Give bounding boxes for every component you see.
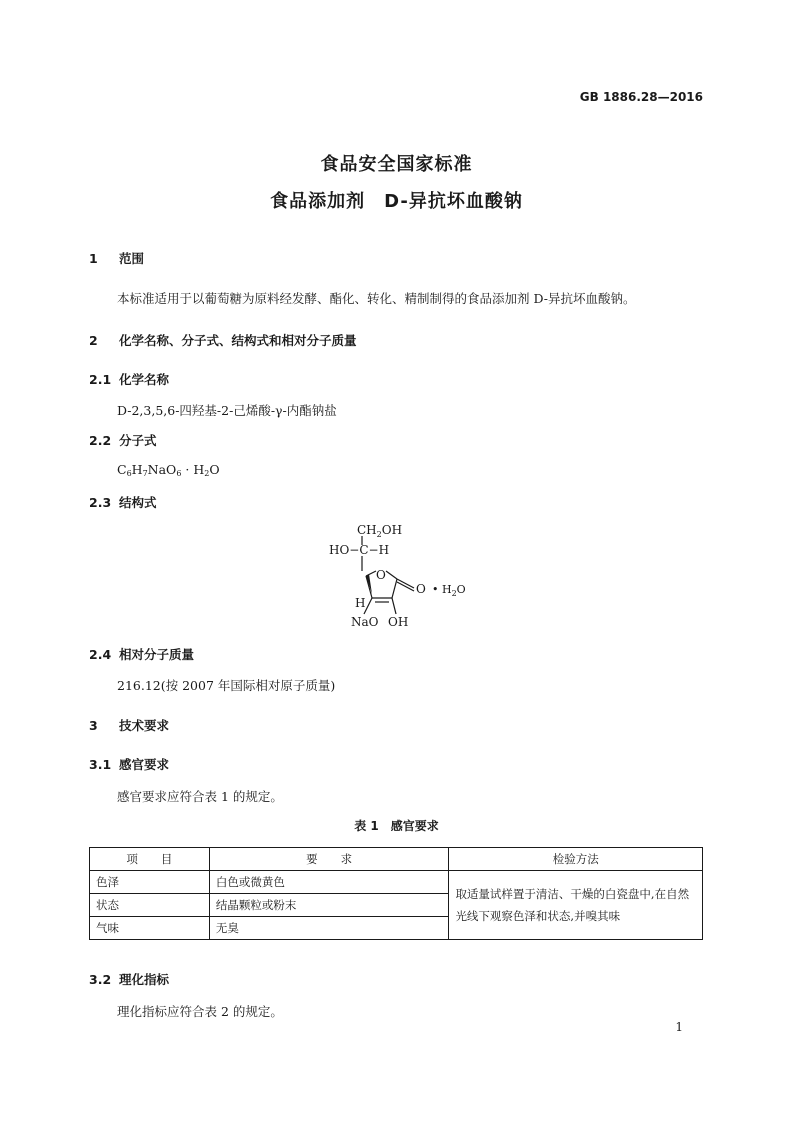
section-title: 技术要求 — [119, 718, 170, 733]
molecular-formula: $C_6H_7NaO_6 \cdot H_2O$ — [117, 462, 220, 478]
section-3-heading — [89, 716, 169, 734]
oh-label: OH — [388, 615, 409, 629]
title-line-1: 食品安全国家标准 — [320, 154, 473, 175]
table-cell-requirement: 无臭 — [209, 917, 449, 940]
section-title: 化学名称、分子式、结构式和相对分子质量 — [119, 333, 357, 348]
table-cell-requirement: 结晶颗粒或粉末 — [209, 894, 449, 917]
table-1 — [89, 847, 703, 940]
carbonyl-oxygen-label: O — [416, 582, 426, 596]
section-number: 2.2 — [89, 433, 112, 448]
title-line-2: 食品添加剂 D-异抗坏血酸钠 — [270, 191, 523, 212]
section-title: 相对分子质量 — [119, 647, 195, 662]
table-1-caption: 表 1 感官要求 — [354, 819, 439, 833]
page-number: 1 — [675, 1020, 683, 1034]
table-cell-item: 状态 — [90, 894, 210, 917]
section-number: 2.1 — [89, 372, 112, 387]
table-header-row — [90, 848, 703, 871]
section-number: 3.2 — [89, 972, 112, 987]
ring-oxygen-label: O — [376, 568, 386, 582]
section-title: 感官要求 — [119, 757, 170, 772]
section-number: 1 — [89, 251, 98, 266]
section-number: 3.1 — [89, 757, 112, 772]
table-header-cell: 项 目 — [90, 848, 210, 871]
section-number: 2.3 — [89, 495, 112, 510]
table-row — [90, 871, 703, 894]
section-number: 3 — [89, 718, 98, 733]
table-header-cell: 要 求 — [209, 848, 449, 871]
section-2-heading — [89, 331, 357, 349]
section-3-1-heading — [89, 755, 169, 773]
water-label: • $H_2O$ — [432, 583, 466, 598]
section-title: 化学名称 — [119, 372, 170, 387]
section-title: 结构式 — [119, 495, 157, 510]
section-2-1-heading — [89, 370, 169, 388]
section-2-4-heading — [89, 645, 194, 663]
nao-label: NaO — [351, 615, 379, 629]
section-3-2-heading — [89, 970, 169, 988]
structural-formula — [320, 518, 480, 636]
table-cell-method: 取适量试样置于清洁、干燥的白瓷盘中,在自然光线下观察色泽和状态,并嗅其味 — [449, 871, 703, 940]
section-2-3-heading — [89, 493, 157, 511]
ch2oh-label: $CH_2OH$ — [357, 523, 403, 539]
section-1-heading — [89, 249, 144, 267]
section-3-2-text: 理化指标应符合表 2 的规定。 — [117, 1004, 283, 1019]
section-title: 分子式 — [119, 433, 157, 448]
hoc-label: HO−C−H — [329, 543, 390, 557]
section-3-1-text: 感官要求应符合表 1 的规定。 — [117, 789, 283, 804]
h-label: H — [355, 596, 366, 610]
section-1-text: 本标准适用于以葡萄糖为原料经发酵、酯化、转化、精制制得的食品添加剂 D-异抗坏血酸钠。 — [117, 291, 636, 306]
table-cell-requirement: 白色或微黄色 — [209, 871, 449, 894]
molecular-mass: 216.12(按 2007 年国际相对原子质量) — [117, 678, 336, 693]
table-header-cell: 检验方法 — [449, 848, 703, 871]
standard-number: GB 1886.28—2016 — [579, 90, 703, 104]
wedge-bond — [366, 574, 372, 594]
table-cell-item: 色泽 — [90, 871, 210, 894]
chemical-name: D-2,3,5,6-四羟基-2-己烯酸-γ-内酯钠盐 — [117, 403, 337, 418]
table-cell-item: 气味 — [90, 917, 210, 940]
section-title: 范围 — [119, 251, 145, 266]
section-number: 2 — [89, 333, 98, 348]
section-number: 2.4 — [89, 647, 112, 662]
section-title: 理化指标 — [119, 972, 170, 987]
section-2-2-heading — [89, 431, 157, 449]
